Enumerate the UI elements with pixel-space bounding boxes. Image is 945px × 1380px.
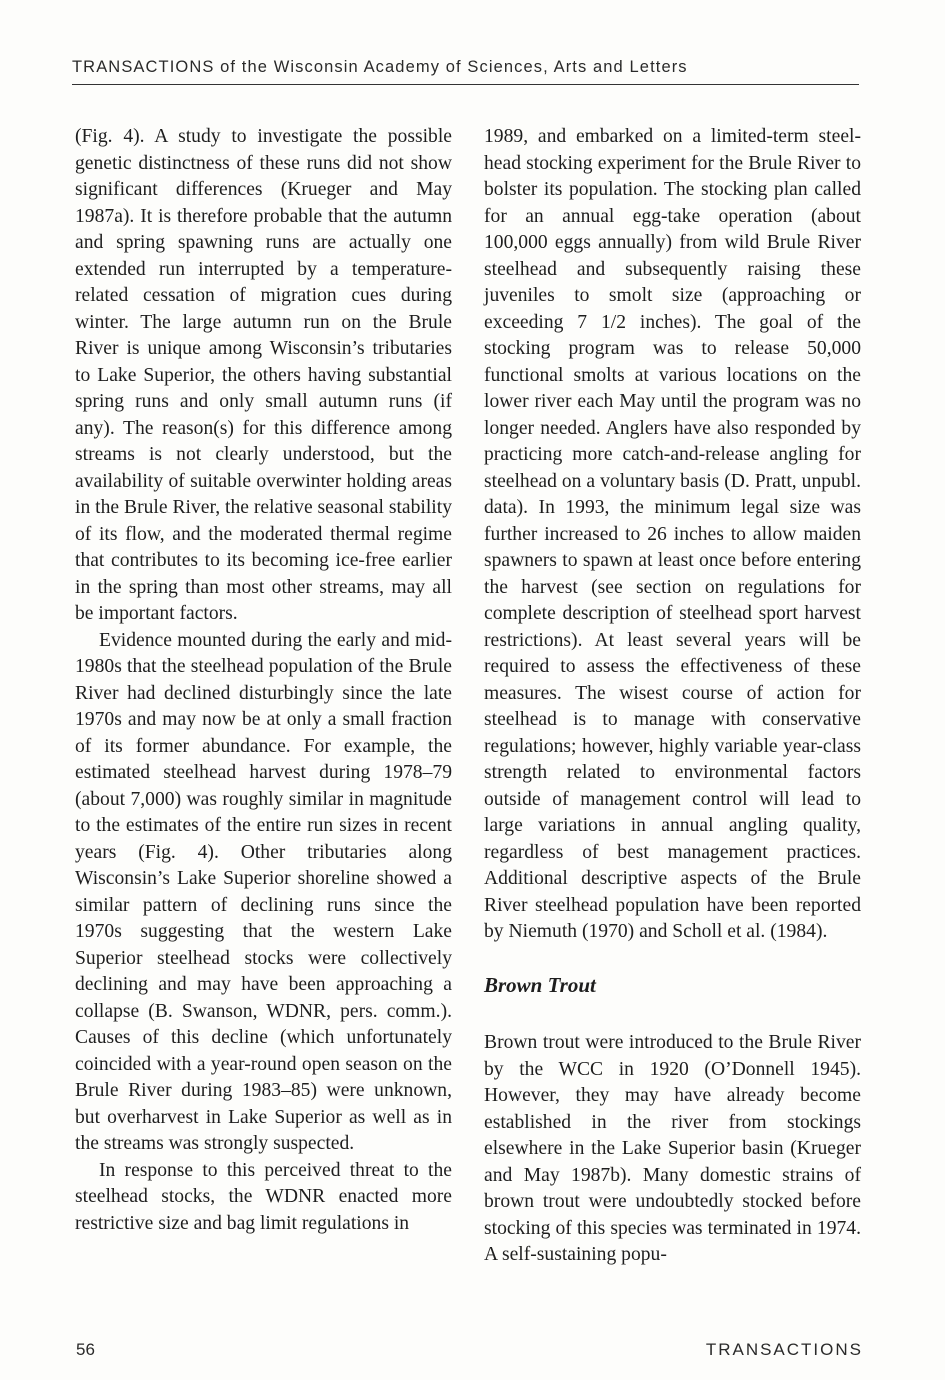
running-header: TRANSACTIONS of the Wisconsin Academy of Sciences, Arts and Letters [72,58,688,76]
right-paragraph-1: 1989, and embarked on a limited-term steelhead stocking experiment for the Brule River to bolster its population. The stocking plan called for an annual egg-take operation (about 100,000 eggs annually) from wild Brule River steelhead and subsequently raising these juveniles to smolt size (approaching or exceeding 7 1/2 inches). The goal of the stocking program was to release 50,000 functional smolts at various locations on the lower river each May until the program was no longer needed. Anglers have also responded by practicing more catch-and-release angling for steelhead on a voluntary basis (D. Pratt, unpubl. data). In 1993, the minimum legal size was further increased to 26 inches to allow maiden spawners to spawn at least once before entering the harvest (see section on regulations for complete description of steelhead sport harvest restrictions). At least several years will be required to assess the effectiveness of these measures. The wisest course of action for steelhead is to manage with conservative regulations; however, highly variable year-class strength related to environmental factors outside of management control will lead to large variations in annual angling quality, regardless of best management practices. Additional descriptive aspects of the Brule River steelhead population have been reported by Niemuth (1970) and Scholl et al. (1984). [484,126,861,942]
left-paragraph-1: (Fig. 4). A study to investigate the possible genetic distinctness of these runs did not show significant differences (Krueger and May 1987a). It is therefore probable that the autumn and spring spawning runs are actually one extended run interrupted by a temperature-related cessation of migration cues during winter. The large autumn run on the Brule River is unique among Wisconsin’s tributaries to Lake Superior, the others having substantial spring runs and only small autumn runs (if any). The reason(s) for this difference among streams is not clearly understood, but the availability of suitable overwinter holding areas in the Brule River, the relative seasonal stability of its flow, and the moderated thermal regime that contributes to its becoming ice-free earlier in the spring than most other streams, may all be important factors. [75,126,452,624]
left-paragraph-3: In response to this perceived threat to the steelhead stocks, the WDNR enacted more restrictive size and bag limit regulations in [75,1159,452,1234]
right-column [484,124,861,1269]
page-number: 56 [76,1340,95,1359]
section-heading-brown-trout: Brown Trout [484,972,596,997]
left-paragraph-2: Evidence mounted during the early and mid-1980s that the steelhead population of the Brule River had declined disturbingly since the late 1970s and may now be at only a small fraction of its former abundance. For example, the estimated steelhead harvest during 1978–79 (about 7,000) was roughly similar in magnitude to the estimates of the entire run sizes in recent years (Fig. 4). Other tributaries along Wisconsin’s Lake Superior shoreline showed a similar pattern of declining runs since the 1970s suggesting that the western Lake Superior steelhead stocks were collectively declining and may have been approaching a collapse (B. Swanson, WDNR, pers. comm.). Causes of this decline (which unfortunately coincided with a year-round open season on the Brule River during 1983–85) were unknown, but overharvest in Lake Superior as well as in the streams was strongly suspected. [75,629,452,1154]
left-column [75,124,452,1237]
header-rule [72,84,859,85]
right-paragraph-2: Brown trout were introduced to the Brule River by the WCC in 1920 (O’Donnell 1945). However, they may have already become established in the river from stockings elsewhere in the Lake Superior basin (Krueger and May 1987b). Many domestic strains of brown trout were undoubtedly stocked before stocking of this species was terminated in 1974. A self-sustaining popu- [484,1032,861,1265]
footer-journal-name: TRANSACTIONS [705,1340,863,1359]
